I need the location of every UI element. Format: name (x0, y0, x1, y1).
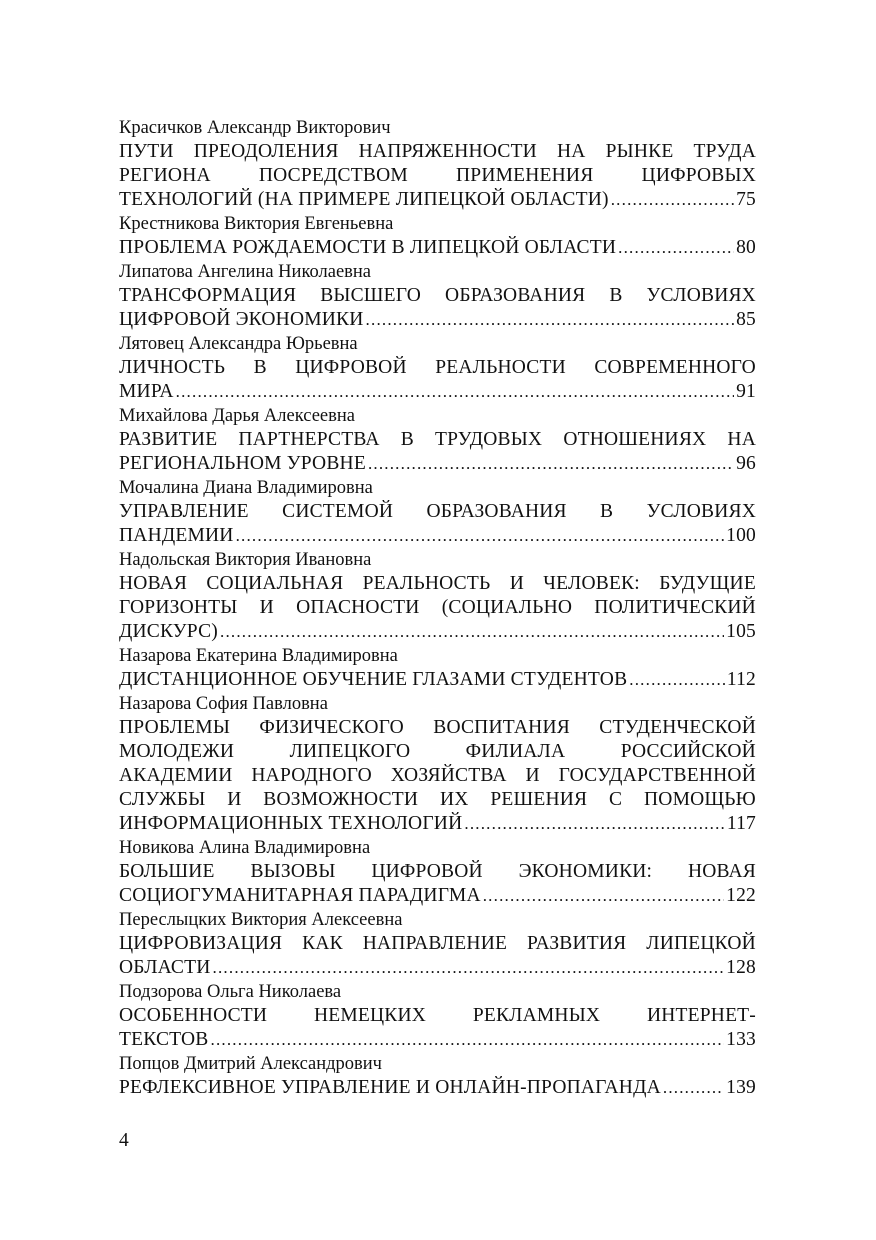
dot-leader (366, 308, 735, 332)
toc-entry (119, 980, 756, 1052)
toc-entry (119, 476, 756, 548)
toc-entry (119, 260, 756, 332)
entry-title-line: СЛУЖБЫ И ВОЗМОЖНОСТИ ИХ РЕШЕНИЯ С ПОМОЩЬЮ (119, 789, 756, 810)
entry-title-last-line (119, 380, 756, 404)
entry-title-line: ОСОБЕННОСТИ НЕМЕЦКИХ РЕКЛАМНЫХ ИНТЕРНЕТ- (119, 1005, 756, 1026)
entry-page-number: 80 (736, 237, 756, 258)
entry-title-line: МОЛОДЕЖИ ЛИПЕЦКОГО ФИЛИАЛА РОССИЙСКОЙ (119, 741, 756, 762)
dot-leader (213, 956, 725, 980)
entry-title (119, 860, 756, 908)
entry-title-last-line (119, 884, 756, 908)
entry-title-line: ГОРИЗОНТЫ И ОПАСНОСТИ (СОЦИАЛЬНО ПОЛИТИЧЕСКИЙ (119, 597, 756, 618)
entry-title-text: РЕФЛЕКСИВНОЕ УПРАВЛЕНИЕ И ОНЛАЙН-ПРОПАГАНДА (119, 1077, 661, 1098)
entry-title-last-line (119, 308, 756, 332)
entry-title (119, 572, 756, 644)
toc-entry (119, 548, 756, 644)
entry-author: Назарова Екатерина Владимировна (119, 646, 398, 666)
entry-title (119, 284, 756, 332)
entry-title-last-line (119, 236, 756, 260)
entry-author: Попцов Дмитрий Александрович (119, 1054, 382, 1074)
entry-title-text: ИНФОРМАЦИОННЫХ ТЕХНОЛОГИЙ (119, 813, 463, 834)
entry-title-text: ОБЛАСТИ (119, 957, 211, 978)
entry-title-line: РЕГИОНА ПОСРЕДСТВОМ ПРИМЕНЕНИЯ ЦИФРОВЫХ (119, 165, 756, 186)
entry-title-line: ПУТИ ПРЕОДОЛЕНИЯ НАПРЯЖЕННОСТИ НА РЫНКЕ ТРУДА (119, 141, 756, 162)
entry-title-line: ЛИЧНОСТЬ В ЦИФРОВОЙ РЕАЛЬНОСТИ СОВРЕМЕННОГО (119, 357, 756, 378)
entry-title-text: ПАНДЕМИИ (119, 525, 234, 546)
entry-page-number: 75 (736, 189, 756, 210)
dot-leader (464, 812, 724, 836)
entry-page-number: 117 (726, 813, 756, 834)
entry-page-number: 91 (736, 381, 756, 402)
entry-author: Липатова Ангелина Николаевна (119, 262, 371, 282)
entry-title (119, 1004, 756, 1052)
dot-leader (176, 380, 734, 404)
entry-page-number: 96 (736, 453, 756, 474)
entry-title-text: РЕГИОНАЛЬНОМ УРОВНЕ (119, 453, 366, 474)
entry-author: Красичков Александр Викторович (119, 118, 391, 138)
dot-leader (483, 884, 724, 908)
dot-leader (211, 1028, 725, 1052)
entry-author: Мочалина Диана Владимировна (119, 478, 373, 498)
entry-title-text: ЦИФРОВОЙ ЭКОНОМИКИ (119, 309, 364, 330)
entry-title-line: ПРОБЛЕМЫ ФИЗИЧЕСКОГО ВОСПИТАНИЯ СТУДЕНЧЕСКОЙ (119, 717, 756, 738)
entry-title-last-line (119, 1028, 756, 1052)
toc-entry (119, 116, 756, 212)
entry-title-last-line (119, 188, 756, 212)
entry-title-line: РАЗВИТИЕ ПАРТНЕРСТВА В ТРУДОВЫХ ОТНОШЕНИЯХ НА (119, 429, 756, 450)
dot-leader (220, 620, 724, 644)
dot-leader (663, 1076, 724, 1100)
entry-page-number: 139 (726, 1077, 756, 1098)
entry-title (119, 236, 756, 260)
entry-author: Назарова София Павловна (119, 694, 328, 714)
toc-entry (119, 404, 756, 476)
entry-title-line: БОЛЬШИЕ ВЫЗОВЫ ЦИФРОВОЙ ЭКОНОМИКИ: НОВАЯ (119, 861, 756, 882)
entry-title-line: ЦИФРОВИЗАЦИЯ КАК НАПРАВЛЕНИЕ РАЗВИТИЯ ЛИПЕЦКОЙ (119, 933, 756, 954)
entry-author: Переслыцких Виктория Алексеевна (119, 910, 403, 930)
entry-page-number: 85 (736, 309, 756, 330)
entry-title-line: УПРАВЛЕНИЕ СИСТЕМОЙ ОБРАЗОВАНИЯ В УСЛОВИЯХ (119, 501, 756, 522)
dot-leader (629, 668, 725, 692)
entry-title (119, 356, 756, 404)
toc-entry (119, 332, 756, 404)
entry-title-last-line (119, 956, 756, 980)
entry-page-number: 112 (726, 669, 756, 690)
entry-title-line: АКАДЕМИИ НАРОДНОГО ХОЗЯЙСТВА И ГОСУДАРСТВЕННОЙ (119, 765, 756, 786)
entry-page-number: 128 (726, 957, 756, 978)
entry-title (119, 932, 756, 980)
entry-title-text: МИРА (119, 381, 174, 402)
entry-title-text: ДИСКУРС) (119, 621, 218, 642)
entry-author: Подзорова Ольга Николаева (119, 982, 342, 1002)
entry-author: Надольская Виктория Ивановна (119, 550, 372, 570)
toc-entry (119, 1052, 756, 1100)
dot-leader (618, 236, 734, 260)
entry-title (119, 716, 756, 836)
toc-entry (119, 908, 756, 980)
entry-title (119, 668, 756, 692)
entry-title-text: ТЕХНОЛОГИЙ (НА ПРИМЕРЕ ЛИПЕЦКОЙ ОБЛАСТИ) (119, 189, 609, 210)
dot-leader (236, 524, 725, 548)
table-of-contents (119, 116, 756, 1100)
entry-title-last-line (119, 1076, 756, 1100)
entry-page-number: 122 (726, 885, 756, 906)
entry-author: Крестникова Виктория Евгеньевна (119, 214, 394, 234)
dot-leader (368, 452, 734, 476)
entry-title-text: ТЕКСТОВ (119, 1029, 209, 1050)
entry-title-last-line (119, 452, 756, 476)
entry-title-text: ПРОБЛЕМА РОЖДАЕМОСТИ В ЛИПЕЦКОЙ ОБЛАСТИ (119, 237, 617, 258)
entry-title (119, 428, 756, 476)
toc-entry (119, 212, 756, 260)
entry-title (119, 1076, 756, 1100)
entry-title-last-line (119, 668, 756, 692)
entry-title-line: ТРАНСФОРМАЦИЯ ВЫСШЕГО ОБРАЗОВАНИЯ В УСЛОВИЯХ (119, 285, 756, 306)
entry-author: Новикова Алина Владимировна (119, 838, 371, 858)
entry-title-last-line (119, 620, 756, 644)
entry-author: Михайлова Дарья Алексеевна (119, 406, 355, 426)
entry-title (119, 500, 756, 548)
entry-title-last-line (119, 812, 756, 836)
dot-leader (611, 188, 734, 212)
toc-entry (119, 644, 756, 692)
entry-title-line: НОВАЯ СОЦИАЛЬНАЯ РЕАЛЬНОСТЬ И ЧЕЛОВЕК: БУДУЩИЕ (119, 573, 756, 594)
entry-page-number: 133 (726, 1029, 756, 1050)
entry-title-text: СОЦИОГУМАНИТАРНАЯ ПАРАДИГМА (119, 885, 481, 906)
toc-entry (119, 692, 756, 836)
entry-title-text: ДИСТАНЦИОННОЕ ОБУЧЕНИЕ ГЛАЗАМИ СТУДЕНТОВ (119, 669, 628, 690)
entry-page-number: 105 (726, 621, 756, 642)
page-number: 4 (119, 1130, 129, 1151)
entry-title (119, 140, 756, 212)
entry-page-number: 100 (726, 525, 756, 546)
entry-title-last-line (119, 524, 756, 548)
entry-author: Лятовец Александра Юрьевна (119, 334, 358, 354)
toc-entry (119, 836, 756, 908)
